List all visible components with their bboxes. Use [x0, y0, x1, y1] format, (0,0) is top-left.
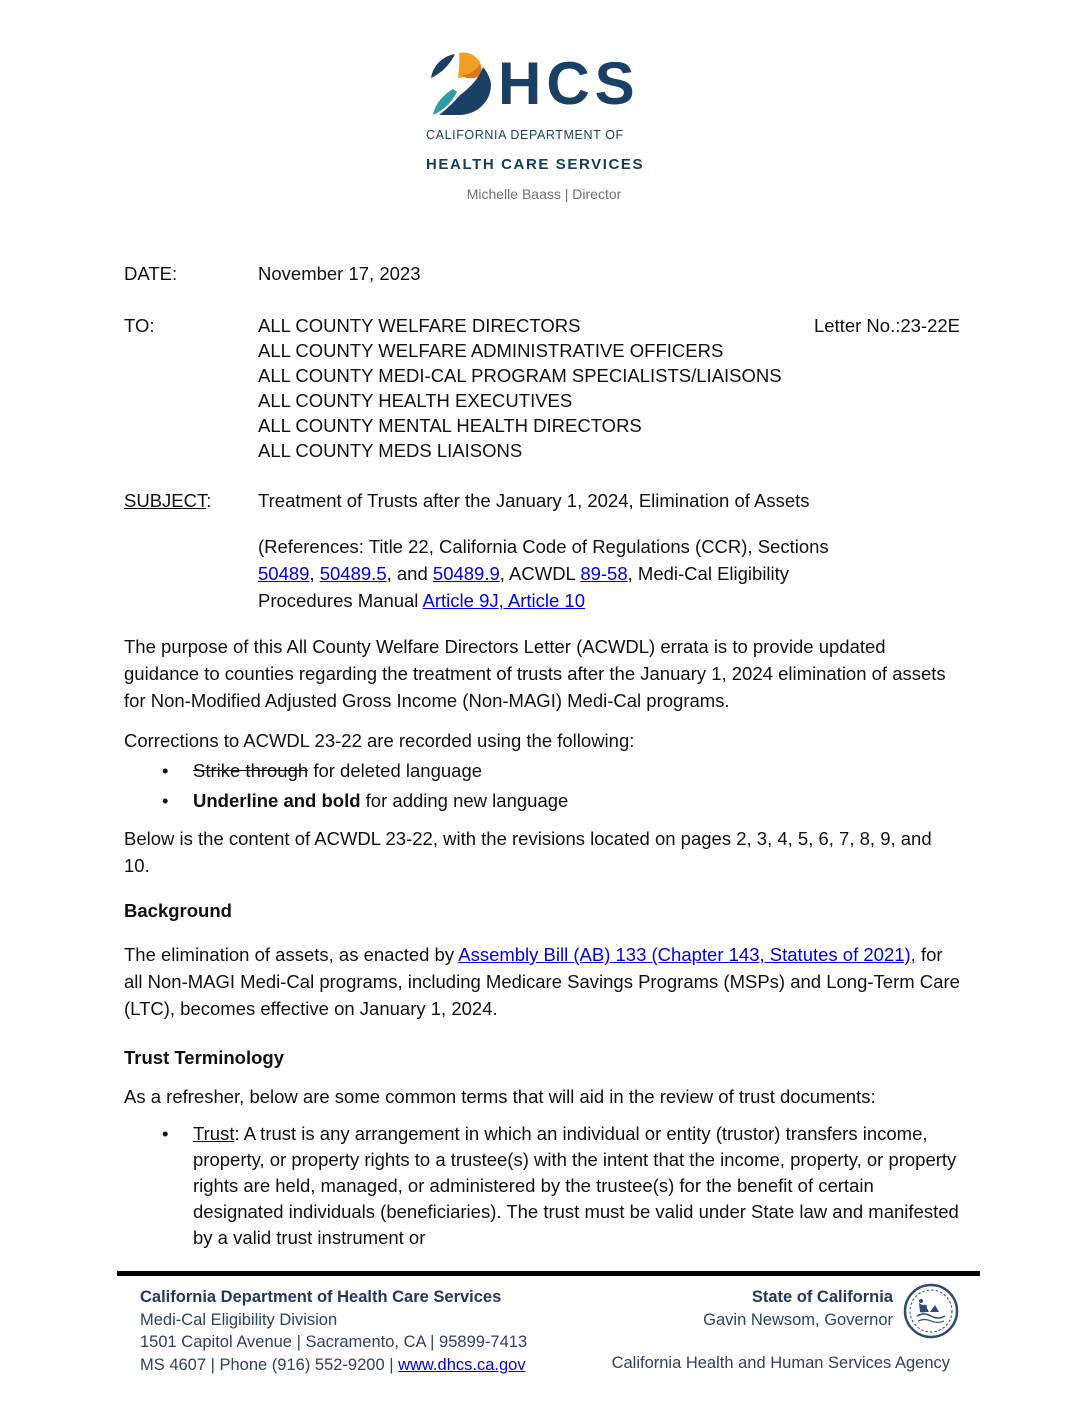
logo-acronym: HCS — [498, 50, 640, 117]
recipient-line — [258, 313, 960, 338]
director-line: Michelle Baass | Director — [466, 186, 622, 202]
footer-dept-name: California Department of Health Care Services — [140, 1288, 502, 1306]
footer-address: 1501 Capitol Avenue | Sacramento, CA | 95899-7413 — [140, 1333, 528, 1351]
link-ab-133[interactable]: Assembly Bill (AB) 133 (Chapter 143, Statutes of 2021), — [458, 944, 916, 965]
recipient: ALL COUNTY WELFARE ADMINISTRATIVE OFFICERS — [258, 340, 724, 361]
subject-text: Treatment of Trusts after the January 1, 2024, Elimination of Assets — [258, 490, 810, 511]
date-row — [124, 260, 960, 287]
dhcs-logo-block — [426, 0, 662, 208]
recipient: ALL COUNTY MEDI-CAL PROGRAM SPECIALISTS/LIAISONS — [258, 365, 782, 386]
strike-through-sample: Strike through — [193, 760, 309, 781]
org-line-2: HEALTH CARE SERVICES — [426, 156, 645, 173]
footer-division: Medi-Cal Eligibility Division — [140, 1310, 338, 1329]
link-ccr-50489[interactable]: 50489 — [258, 563, 310, 584]
bold-sample: Underline and bold — [193, 790, 361, 811]
link-dhcs-website[interactable]: www.dhcs.ca.gov — [398, 1355, 526, 1374]
references-line: (References: Title 22, California Code of Regulations (CCR), Sections — [258, 536, 829, 557]
link-article-9j-10[interactable]: Article 9J, Article 10 — [422, 590, 585, 611]
date-label: DATE: — [124, 263, 178, 284]
link-ccr-50489-9[interactable]: 50489.9 — [432, 563, 500, 584]
list-item: • Trust: A trust is any arrangement in which an individual or entity (trustor) transfers income, property, or property rights to a trustee(s) with the intent that the income, property, or property rights are held, managed, or administered by the trustee(s) for the benefit of certain designated individuals (beneficiaries). The trust must be valid under State law and manifested by a valid trust instrument or — [124, 1121, 960, 1251]
trust-terms-list — [124, 1121, 960, 1251]
corrections-intro: Corrections to ACWDL 23-22 are recorded using the following: — [124, 730, 635, 751]
list-item: • Underline and bold for adding new language — [124, 787, 960, 814]
references-line: 50489, 50489.5, and 50489.9, ACWDL 89-58, Medi-Cal Eligibility — [258, 563, 790, 584]
link-ccr-50489-5[interactable]: 50489.5 — [319, 563, 387, 584]
refresher-paragraph: As a refresher, below are some common terms that will aid in the review of trust documents: — [124, 1086, 876, 1107]
footer-divider — [117, 1271, 980, 1276]
recipient: ALL COUNTY WELFARE DIRECTORS — [258, 315, 581, 336]
trust-term: Trust — [193, 1123, 235, 1144]
revisions-paragraph: Below is the content of ACWDL 23-22, with the revisions located on pages 2, 3, 4, 5, 6, 7, 8, 9, and 10. — [124, 828, 932, 876]
to-row — [124, 313, 960, 463]
recipient: ALL COUNTY MEDS LIAISONS — [258, 440, 523, 461]
references-line: Procedures Manual Article 9J, Article 10 — [258, 590, 585, 611]
references-block — [258, 533, 960, 614]
corrections-list — [124, 757, 960, 814]
org-line-1: CALIFORNIA DEPARTMENT OF — [426, 128, 624, 142]
footer-agency: California Health and Human Services Agency — [611, 1354, 950, 1372]
footer-state: State of California — [751, 1288, 893, 1306]
recipient: ALL COUNTY HEALTH EXECUTIVES — [258, 390, 573, 411]
letter-body — [124, 260, 960, 1251]
footer-contact-line: MS 4607 | Phone (916) 552-9200 | www.dhcs.ca.gov — [140, 1355, 526, 1374]
letter-number: Letter No.:23-22E — [813, 315, 960, 336]
footer-governor: Gavin Newsom, Governor — [703, 1310, 893, 1329]
purpose-paragraph: The purpose of this All County Welfare Directors Letter (ACWDL) errata is to provide updated guidance to counties regarding the treatment of trusts after the January 1, 2024 elimination of assets for Non-Modified Adjusted Gross Income (Non-MAGI) Medi-Cal programs. — [124, 636, 946, 711]
subject-label: SUBJECT: — [124, 490, 212, 511]
date-value: November 17, 2023 — [258, 263, 421, 284]
background-heading: Background — [124, 900, 232, 921]
footer-department-block — [140, 1286, 527, 1376]
background-paragraph: The elimination of assets, as enacted by Assembly Bill (AB) 133 (Chapter 143, Statutes of 2021), for all Non-MAGI Medi-Cal programs, including Medicare Savings Programs (MSPs) and Long-Term Care (LTC), becomes effective on January 1, 2024. — [124, 944, 960, 1019]
dhcs-d-mark-icon — [426, 50, 492, 118]
recipient: ALL COUNTY MENTAL HEALTH DIRECTORS — [258, 415, 642, 436]
california-state-seal-icon — [903, 1283, 959, 1339]
dhcs-logo — [426, 50, 662, 118]
recipient-list — [258, 313, 960, 463]
link-acwdl-89-58[interactable]: 89-58 — [580, 563, 628, 584]
list-item: • Strike through for deleted language — [124, 757, 960, 784]
subject-row — [124, 487, 960, 514]
trust-terminology-heading: Trust Terminology — [124, 1047, 285, 1068]
footer-state-block — [703, 1286, 893, 1331]
to-label: TO: — [124, 315, 155, 336]
